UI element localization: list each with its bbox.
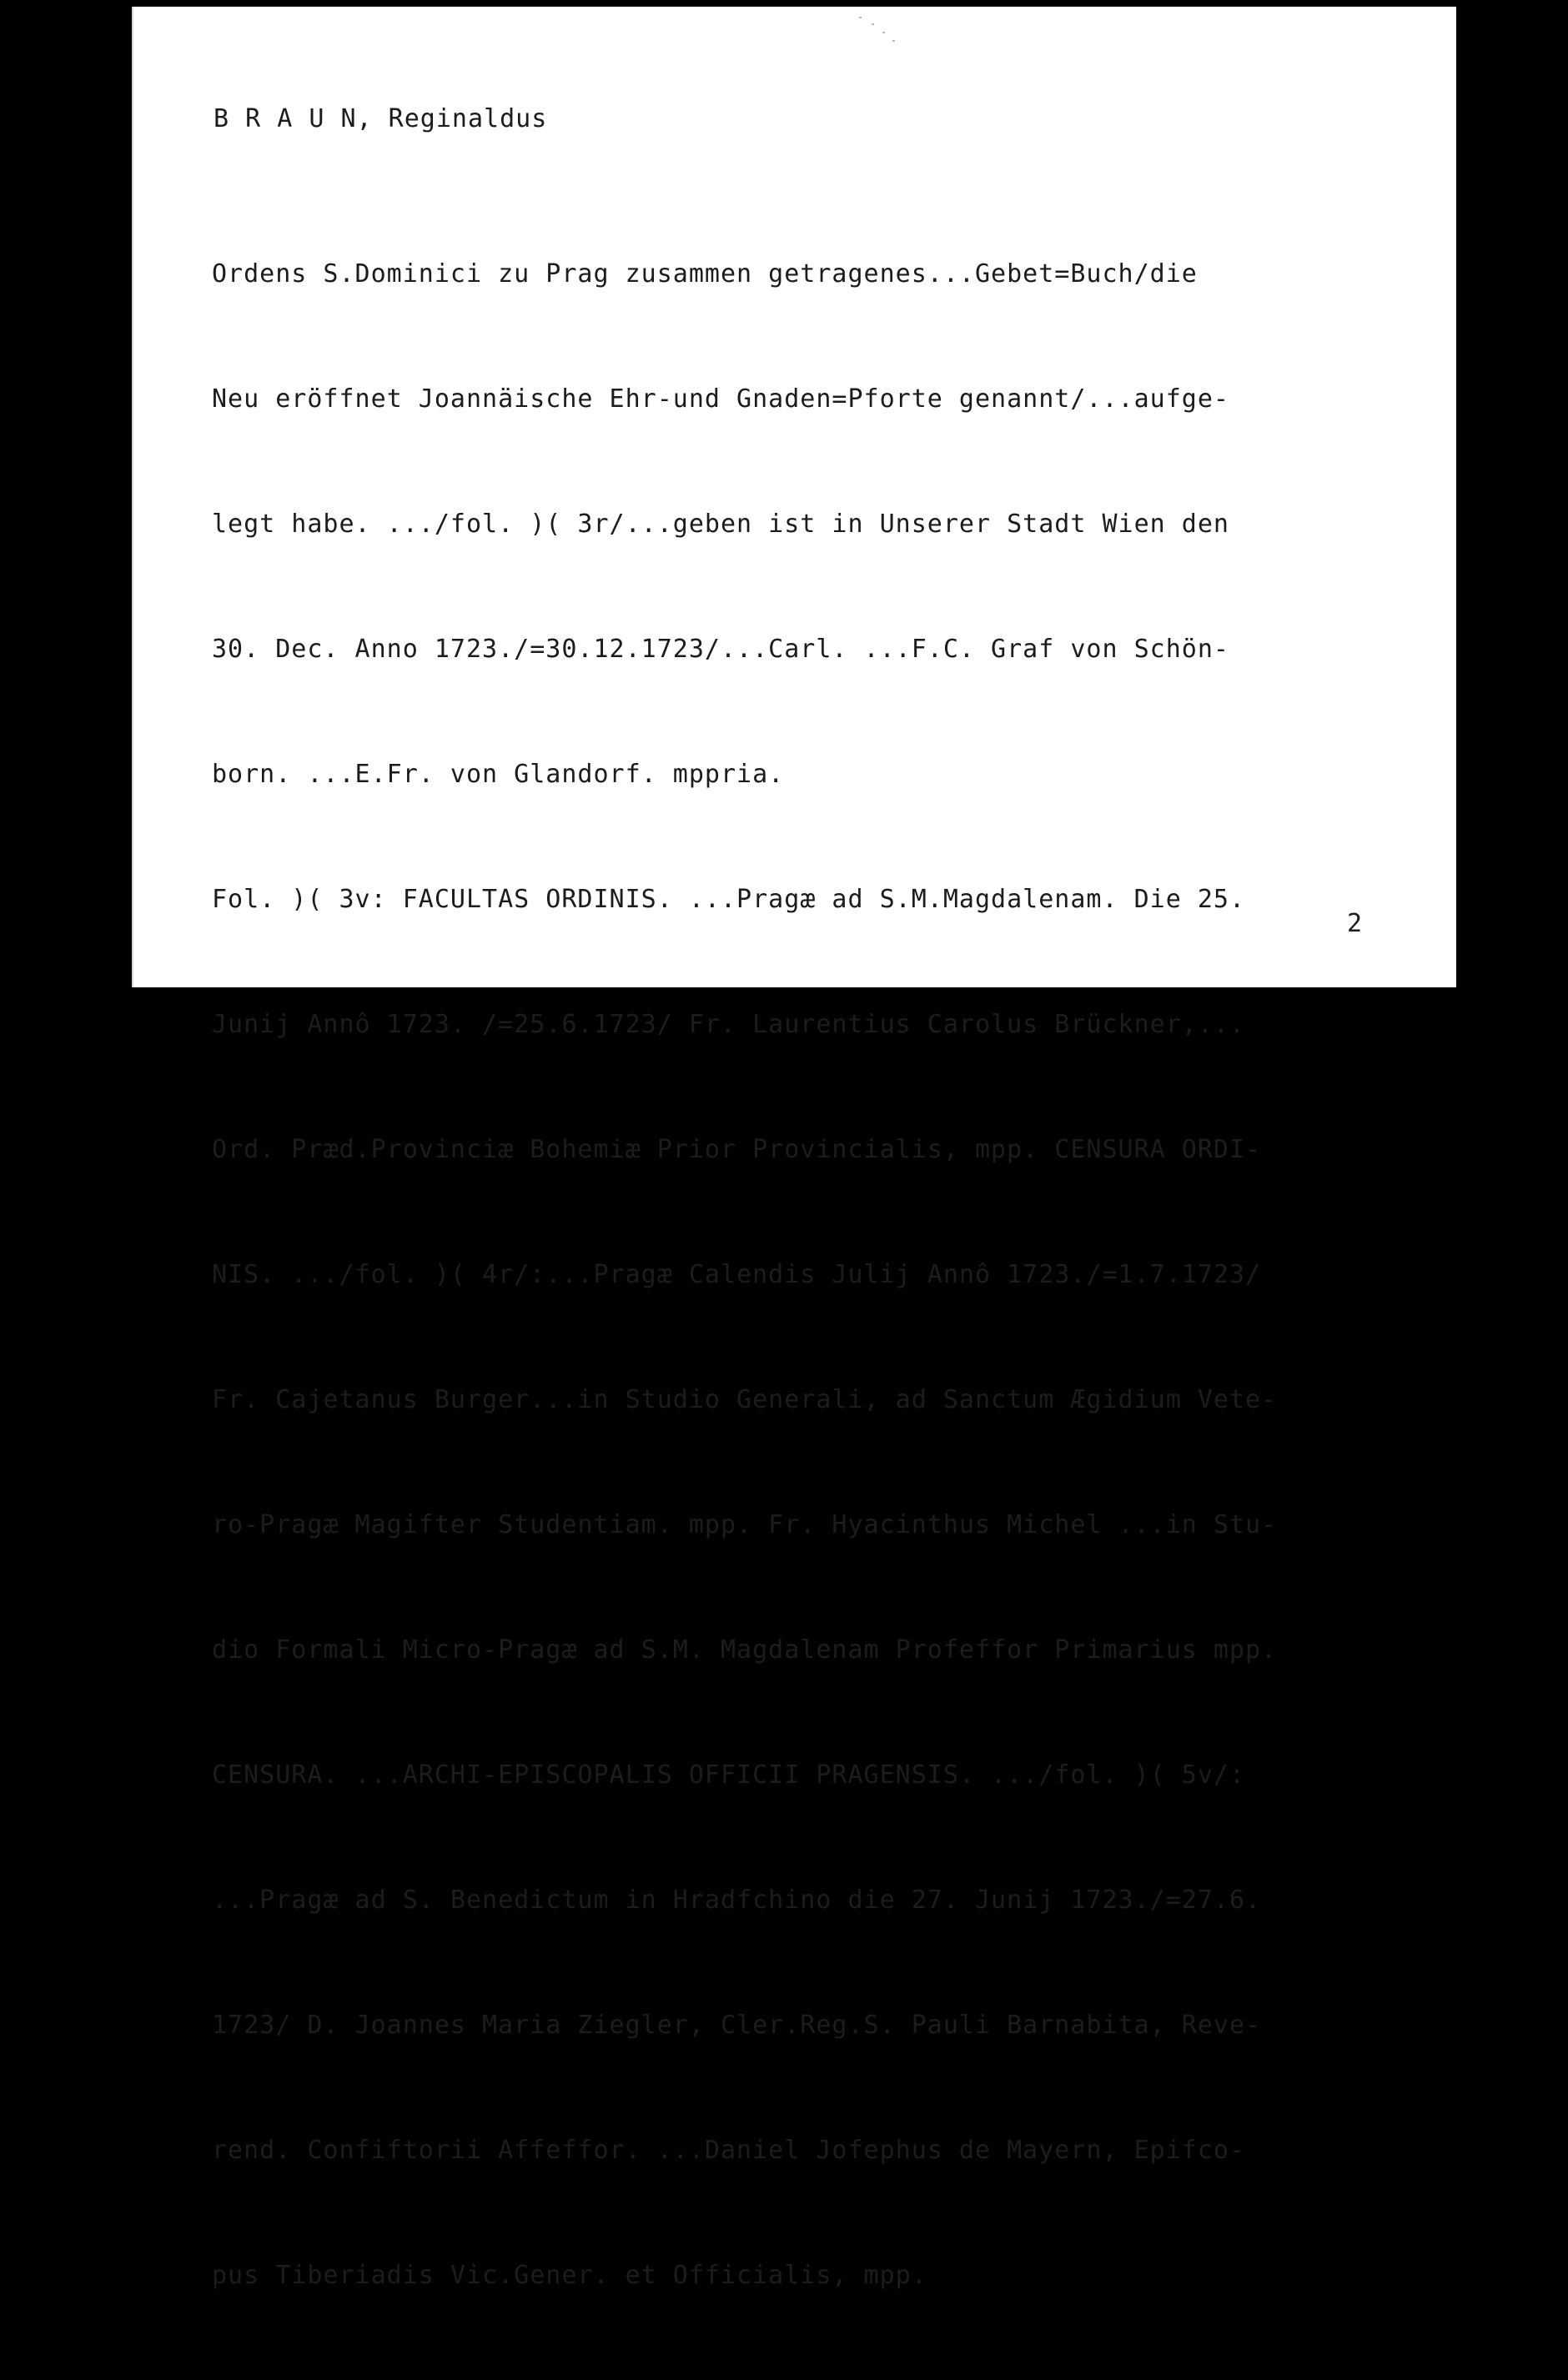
card-line: Ordens S.Dominici zu Prag zusammen getragenes...Gebet=Buch/die	[212, 259, 1198, 289]
card-line: rend. Confiftorii Affeffor. ...Daniel Jofephus de Mayern, Epifco-	[212, 2136, 1245, 2165]
scan-speck	[892, 40, 895, 42]
card-line: dio Formali Micro-Pragæ ad S.M. Magdalenam Profeffor Primarius mpp.	[212, 1635, 1278, 1664]
card-line: Fr. Cajetanus Burger...in Studio Generali, ad Sanctum Ægidium Vete-	[212, 1385, 1278, 1414]
card-line: CENSURA. ...ARCHI-EPISCOPALIS OFFICII PRAGENSIS. .../fol. )( 5v/:	[212, 1760, 1245, 1790]
card-line: Neu eröffnet Joannäische Ehr-und Gnaden=Pforte genannt/...aufge-	[212, 384, 1229, 414]
page-number: 2	[1346, 909, 1362, 938]
card-heading: B R A U N, Reginaldus	[214, 104, 548, 133]
card-line: born. ...E.Fr. von Glandorf. mppria.	[212, 760, 785, 789]
card-line: legt habe. .../fol. )( 3r/...geben ist in Unserer Stadt Wien den	[212, 510, 1229, 539]
catalog-card	[132, 7, 1456, 2290]
card-line: 1723/ D. Joannes Maria Ziegler, Cler.Reg.S. Pauli Barnabita, Reve-	[212, 2011, 1262, 2040]
card-line: Fol. )( 3v: FACULTAS ORDINIS. ...Pragæ ad S.M.Magdalenam. Die 25.	[212, 885, 1245, 914]
card-line: NIS. .../fol. )( 4r/:...Pragæ Calendis Julij Annô 1723./=1.7.1723/	[212, 1260, 1262, 1289]
card-line: 30. Dec. Anno 1723./=30.12.1723/...Carl. ...F.C. Graf von Schön-	[212, 635, 1229, 664]
card-body	[212, 170, 1277, 2380]
card-line: ...Pragæ ad S. Benedictum in Hradfchino die 27. Junij 1723./=27.6.	[212, 1885, 1262, 1915]
scan-speck	[882, 32, 885, 33]
card-line: ro-Pragæ Magifter Studentiam. mpp. Fr. Hyacinthus Michel ...in Stu-	[212, 1510, 1278, 1539]
card-line: pus Tiberiadis Vic.Gener. et Officialis, mpp.	[212, 2261, 927, 2290]
scan-speck	[872, 23, 874, 25]
card-line: Ord. Præd.Provinciæ Bohemiæ Prior Provincialis, mpp. CENSURA ORDI-	[212, 1135, 1262, 1164]
card-line: Junij Annô 1723. /=25.6.1723/ Fr. Laurentius Carolus Brückner,...	[212, 1010, 1245, 1039]
scan-speck	[859, 17, 862, 18]
